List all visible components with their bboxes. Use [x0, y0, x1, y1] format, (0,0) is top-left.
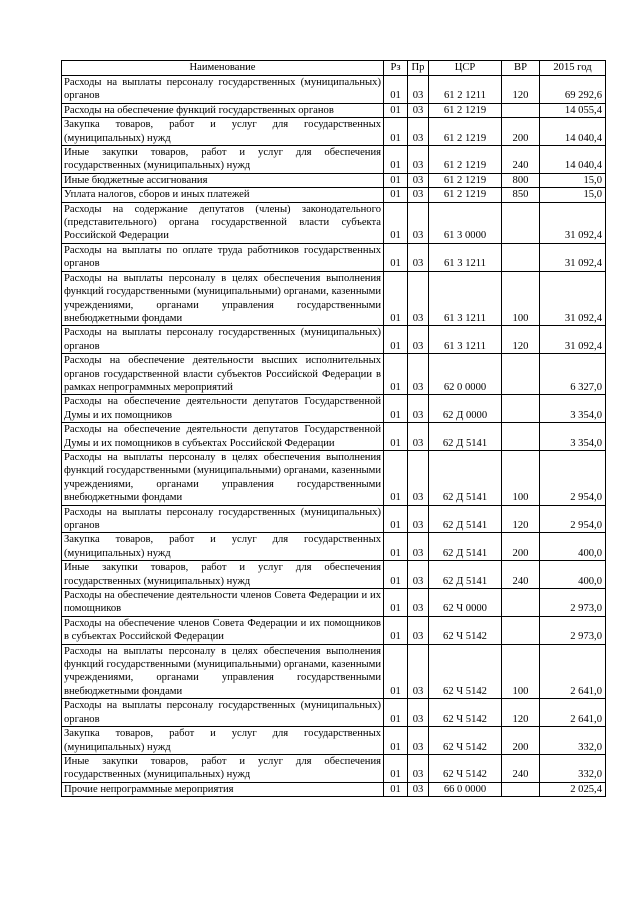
cell-name: Закупка товаров, работ и услуг для государственных (муниципальных) нужд [62, 118, 384, 146]
cell-pr: 03 [408, 754, 429, 782]
table-row [62, 782, 606, 796]
cell-vr: 200 [502, 727, 540, 755]
cell-csr: 62 Д 0000 [429, 395, 502, 423]
cell-rz: 01 [384, 533, 408, 561]
cell-vr: 850 [502, 188, 540, 202]
table-row [62, 561, 606, 589]
cell-amount: 2 954,0 [540, 505, 606, 533]
table-row [62, 173, 606, 187]
cell-vr: 120 [502, 505, 540, 533]
cell-rz: 01 [384, 727, 408, 755]
cell-vr [502, 589, 540, 617]
cell-vr [502, 782, 540, 796]
cell-rz: 01 [384, 395, 408, 423]
cell-name: Расходы на выплаты персоналу в целях обеспечения выполнения функций государственными (муниципальными) органами, казенными учреждениями, органами управления государственными внебюджетными фондами [62, 644, 384, 699]
cell-vr: 800 [502, 173, 540, 187]
cell-rz: 01 [384, 616, 408, 644]
cell-pr: 03 [408, 354, 429, 395]
table-row [62, 243, 606, 271]
cell-csr: 62 Д 5141 [429, 533, 502, 561]
table-row [62, 754, 606, 782]
col-header-pr: Пр [408, 61, 429, 76]
cell-rz: 01 [384, 450, 408, 505]
table-row [62, 423, 606, 451]
cell-vr: 100 [502, 644, 540, 699]
cell-name: Расходы на выплаты по оплате труда работников государственных органов [62, 243, 384, 271]
cell-pr: 03 [408, 505, 429, 533]
cell-name: Расходы на выплаты персоналу в целях обеспечения выполнения функций государственными (муниципальными) органами, казенными учреждениями, органами управления государственными внебюджетными фондами [62, 271, 384, 326]
cell-rz: 01 [384, 103, 408, 117]
cell-amount: 14 040,4 [540, 118, 606, 146]
cell-name: Иные закупки товаров, работ и услуг для обеспечения государственных (муниципальных) нужд [62, 561, 384, 589]
cell-name: Расходы на выплаты персоналу государственных (муниципальных) органов [62, 505, 384, 533]
cell-name: Расходы на обеспечение членов Совета Федерации и их помощников в субъектах Российской Федерации [62, 616, 384, 644]
cell-rz: 01 [384, 118, 408, 146]
cell-rz: 01 [384, 423, 408, 451]
cell-name: Расходы на выплаты персоналу в целях обеспечения выполнения функций государственными (муниципальными) органами, казенными учреждениями, органами управления государственными внебюджетными фондами [62, 450, 384, 505]
cell-vr [502, 423, 540, 451]
cell-amount: 2 641,0 [540, 699, 606, 727]
cell-csr: 62 Д 5141 [429, 561, 502, 589]
col-header-year: 2015 год [540, 61, 606, 76]
cell-csr: 62 Ч 5142 [429, 754, 502, 782]
cell-pr: 03 [408, 727, 429, 755]
cell-rz: 01 [384, 76, 408, 104]
cell-csr: 61 2 1219 [429, 103, 502, 117]
cell-vr: 200 [502, 533, 540, 561]
cell-csr: 62 Ч 5142 [429, 644, 502, 699]
cell-vr: 100 [502, 450, 540, 505]
cell-rz: 01 [384, 243, 408, 271]
cell-name: Расходы на выплаты персоналу государственных (муниципальных) органов [62, 699, 384, 727]
cell-name: Расходы на обеспечение деятельности депутатов Государственной Думы и их помощников в субъектах Российской Федерации [62, 423, 384, 451]
cell-name: Расходы на обеспечение деятельности членов Совета Федерации и их помощников [62, 589, 384, 617]
cell-vr [502, 395, 540, 423]
table-row [62, 103, 606, 117]
table-row [62, 644, 606, 699]
header-row [62, 61, 606, 76]
table-row [62, 146, 606, 174]
cell-csr: 61 2 1211 [429, 76, 502, 104]
cell-csr: 66 0 0000 [429, 782, 502, 796]
cell-name: Расходы на обеспечение деятельности депутатов Государственной Думы и их помощников [62, 395, 384, 423]
cell-name: Закупка товаров, работ и услуг для государственных (муниципальных) нужд [62, 727, 384, 755]
cell-rz: 01 [384, 754, 408, 782]
cell-amount: 3 354,0 [540, 395, 606, 423]
cell-csr: 62 Ч 5142 [429, 616, 502, 644]
table-row [62, 271, 606, 326]
cell-rz: 01 [384, 644, 408, 699]
cell-vr: 200 [502, 118, 540, 146]
cell-vr [502, 243, 540, 271]
cell-amount: 332,0 [540, 754, 606, 782]
table-row [62, 202, 606, 243]
cell-pr: 03 [408, 326, 429, 354]
cell-amount: 400,0 [540, 533, 606, 561]
cell-vr: 240 [502, 146, 540, 174]
budget-table [61, 60, 606, 797]
col-header-rz: Рз [384, 61, 408, 76]
cell-vr [502, 103, 540, 117]
table-row [62, 505, 606, 533]
cell-csr: 62 Ч 5142 [429, 727, 502, 755]
cell-pr: 03 [408, 243, 429, 271]
cell-csr: 61 3 1211 [429, 243, 502, 271]
table-row [62, 616, 606, 644]
cell-rz: 01 [384, 561, 408, 589]
cell-name: Расходы на обеспечение функций государственных органов [62, 103, 384, 117]
table-row [62, 118, 606, 146]
cell-vr [502, 202, 540, 243]
cell-pr: 03 [408, 561, 429, 589]
table-row [62, 395, 606, 423]
cell-name: Иные закупки товаров, работ и услуг для обеспечения государственных (муниципальных) нужд [62, 146, 384, 174]
cell-csr: 61 3 1211 [429, 326, 502, 354]
cell-pr: 03 [408, 173, 429, 187]
cell-pr: 03 [408, 644, 429, 699]
cell-pr: 03 [408, 395, 429, 423]
document-page [61, 60, 605, 797]
cell-amount: 3 354,0 [540, 423, 606, 451]
cell-vr: 120 [502, 699, 540, 727]
table-row [62, 589, 606, 617]
cell-vr [502, 616, 540, 644]
cell-csr: 62 Д 5141 [429, 450, 502, 505]
cell-pr: 03 [408, 423, 429, 451]
cell-csr: 62 Ч 5142 [429, 699, 502, 727]
cell-amount: 400,0 [540, 561, 606, 589]
cell-pr: 03 [408, 450, 429, 505]
cell-vr [502, 354, 540, 395]
cell-rz: 01 [384, 782, 408, 796]
cell-name: Иные закупки товаров, работ и услуг для обеспечения государственных (муниципальных) нужд [62, 754, 384, 782]
cell-rz: 01 [384, 202, 408, 243]
table-row [62, 326, 606, 354]
cell-rz: 01 [384, 188, 408, 202]
cell-amount: 14 055,4 [540, 103, 606, 117]
cell-amount: 31 092,4 [540, 326, 606, 354]
cell-amount: 2 973,0 [540, 616, 606, 644]
cell-amount: 2 973,0 [540, 589, 606, 617]
col-header-csr: ЦСР [429, 61, 502, 76]
cell-pr: 03 [408, 271, 429, 326]
cell-pr: 03 [408, 699, 429, 727]
col-header-name: Наименование [62, 61, 384, 76]
cell-vr: 240 [502, 561, 540, 589]
cell-vr: 240 [502, 754, 540, 782]
cell-pr: 03 [408, 103, 429, 117]
cell-amount: 332,0 [540, 727, 606, 755]
cell-name: Расходы на выплаты персоналу государственных (муниципальных) органов [62, 326, 384, 354]
cell-amount: 15,0 [540, 173, 606, 187]
cell-name: Расходы на обеспечение деятельности высших исполнительных органов государственной власти субъектов Российской Федерации в рамках непрограммных мероприятий [62, 354, 384, 395]
table-body [62, 76, 606, 797]
cell-csr: 62 Д 5141 [429, 505, 502, 533]
table-header [62, 61, 606, 76]
cell-pr: 03 [408, 146, 429, 174]
cell-csr: 61 2 1219 [429, 188, 502, 202]
cell-csr: 61 3 0000 [429, 202, 502, 243]
cell-amount: 14 040,4 [540, 146, 606, 174]
table-row [62, 727, 606, 755]
cell-amount: 2 025,4 [540, 782, 606, 796]
cell-pr: 03 [408, 782, 429, 796]
cell-name: Иные бюджетные ассигнования [62, 173, 384, 187]
cell-name: Прочие непрограммные мероприятия [62, 782, 384, 796]
cell-vr: 120 [502, 76, 540, 104]
table-row [62, 450, 606, 505]
cell-pr: 03 [408, 202, 429, 243]
cell-name: Расходы на выплаты персоналу государственных (муниципальных) органов [62, 76, 384, 104]
cell-csr: 62 0 0000 [429, 354, 502, 395]
cell-pr: 03 [408, 76, 429, 104]
cell-csr: 61 3 1211 [429, 271, 502, 326]
cell-pr: 03 [408, 616, 429, 644]
table-row [62, 188, 606, 202]
cell-rz: 01 [384, 354, 408, 395]
cell-amount: 2 954,0 [540, 450, 606, 505]
cell-amount: 2 641,0 [540, 644, 606, 699]
cell-amount: 31 092,4 [540, 243, 606, 271]
cell-name: Расходы на содержание депутатов (члены) законодательного (представительного) органа государственной власти субъекта Российской Федерации [62, 202, 384, 243]
cell-name: Закупка товаров, работ и услуг для государственных (муниципальных) нужд [62, 533, 384, 561]
table-row [62, 533, 606, 561]
cell-rz: 01 [384, 146, 408, 174]
cell-rz: 01 [384, 271, 408, 326]
cell-vr: 120 [502, 326, 540, 354]
cell-pr: 03 [408, 118, 429, 146]
cell-rz: 01 [384, 589, 408, 617]
cell-csr: 61 2 1219 [429, 118, 502, 146]
cell-rz: 01 [384, 173, 408, 187]
cell-amount: 15,0 [540, 188, 606, 202]
cell-rz: 01 [384, 505, 408, 533]
cell-pr: 03 [408, 188, 429, 202]
cell-amount: 31 092,4 [540, 202, 606, 243]
cell-pr: 03 [408, 533, 429, 561]
cell-rz: 01 [384, 326, 408, 354]
cell-pr: 03 [408, 589, 429, 617]
cell-rz: 01 [384, 699, 408, 727]
cell-amount: 6 327,0 [540, 354, 606, 395]
cell-csr: 62 Д 5141 [429, 423, 502, 451]
cell-csr: 62 Ч 0000 [429, 589, 502, 617]
cell-vr: 100 [502, 271, 540, 326]
cell-csr: 61 2 1219 [429, 146, 502, 174]
table-row [62, 354, 606, 395]
cell-name: Уплата налогов, сборов и иных платежей [62, 188, 384, 202]
col-header-vr: ВР [502, 61, 540, 76]
cell-amount: 69 292,6 [540, 76, 606, 104]
cell-csr: 61 2 1219 [429, 173, 502, 187]
table-row [62, 76, 606, 104]
table-row [62, 699, 606, 727]
cell-amount: 31 092,4 [540, 271, 606, 326]
